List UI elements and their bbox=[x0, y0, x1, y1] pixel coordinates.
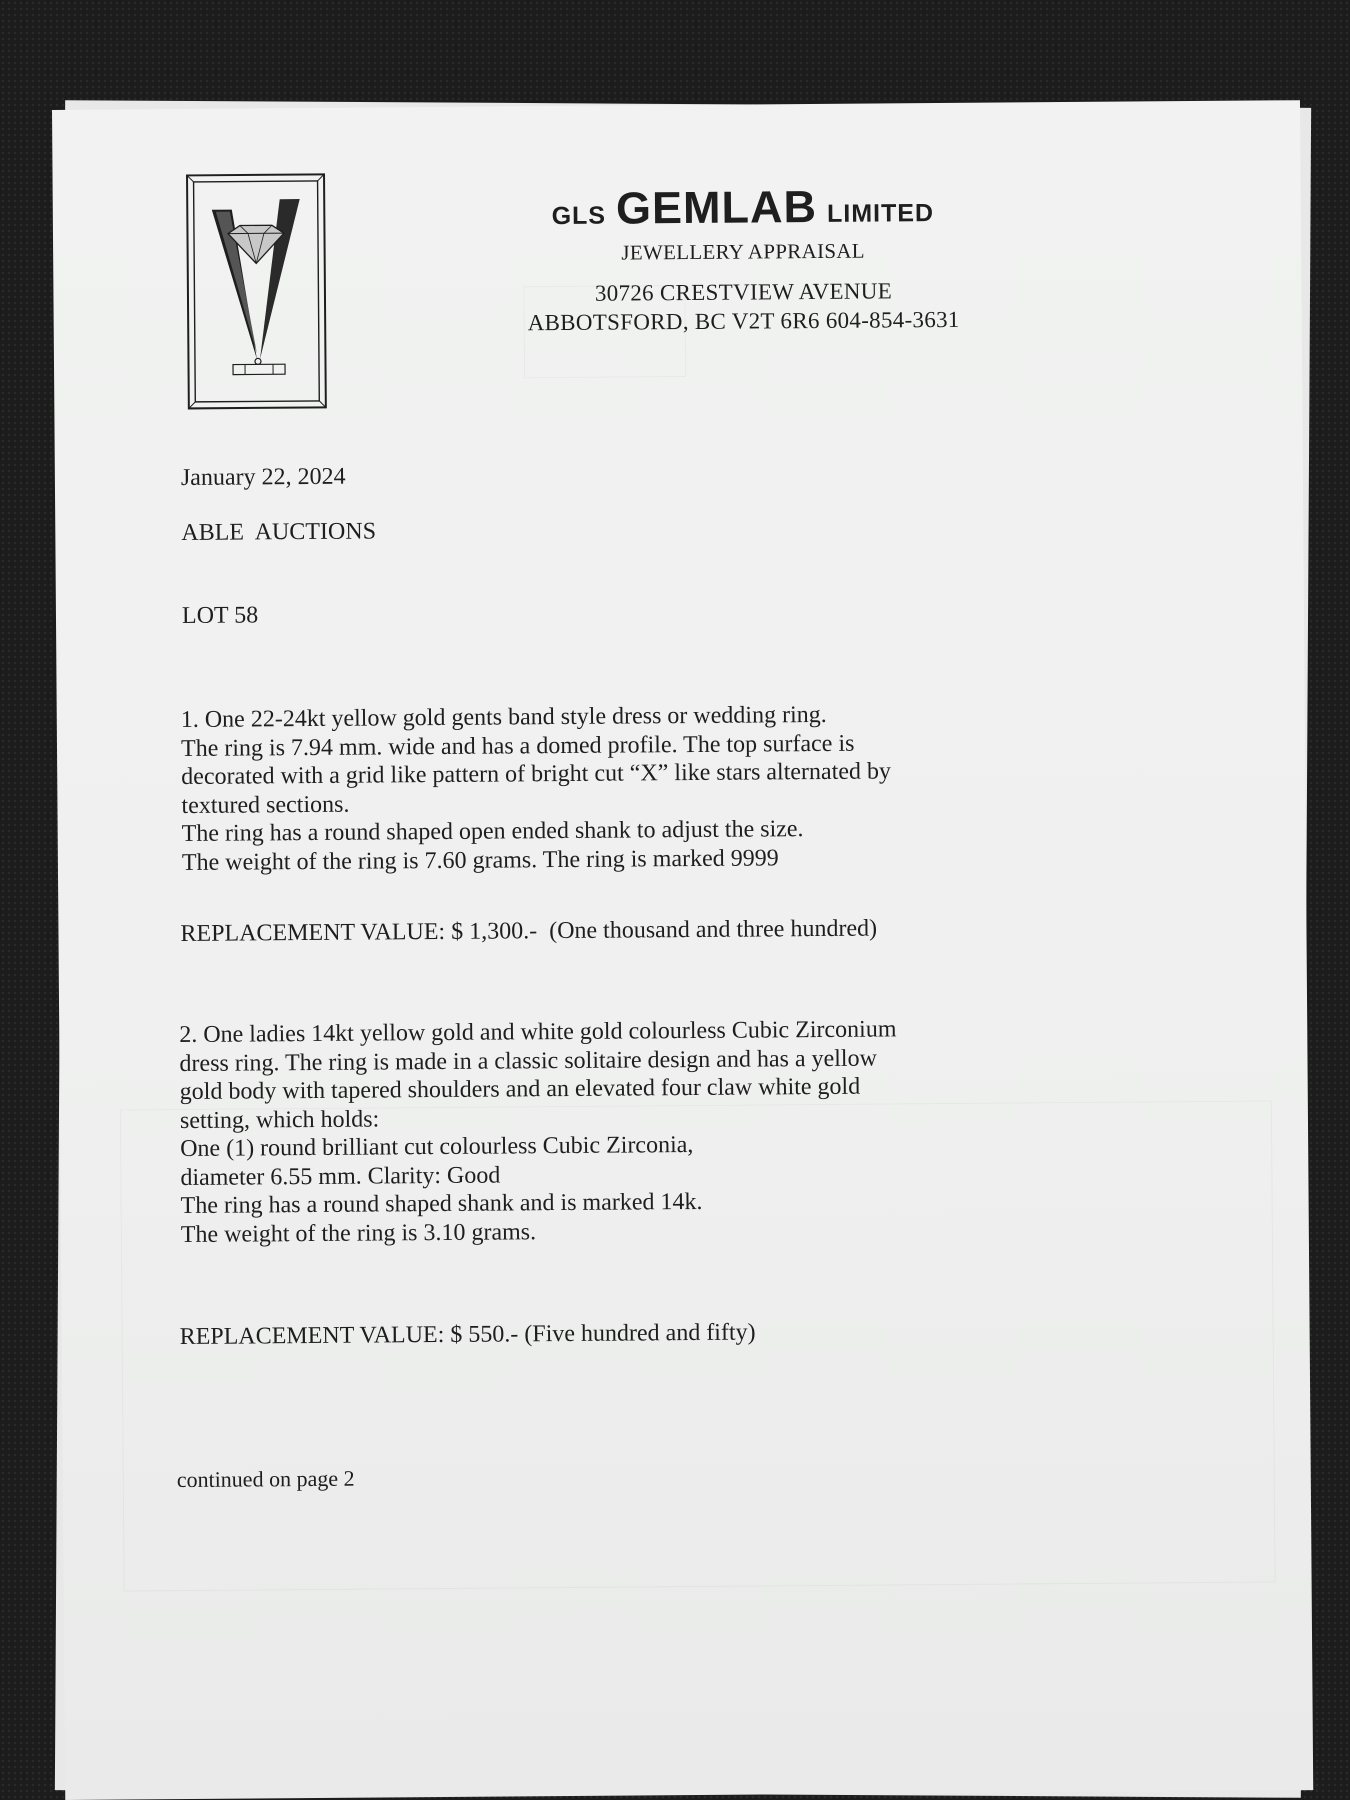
letterhead bbox=[493, 180, 994, 338]
item-line: The ring has a round shaped open ended shank to adjust the size. bbox=[181, 816, 804, 848]
item-line: The weight of the ring is 7.60 grams. The ring is marked 9999 bbox=[181, 844, 779, 876]
item-line: gold body with tapered shoulders and an elevated four claw white gold bbox=[179, 1073, 861, 1106]
item-line: setting, which holds: bbox=[179, 1105, 380, 1134]
item-line: diameter 6.55 mm. Clarity: Good bbox=[180, 1162, 501, 1191]
item-line: textured sections. bbox=[181, 791, 350, 819]
item-line: One (1) round brilliant cut colourless Cubic Zirconia, bbox=[180, 1131, 694, 1163]
replacement-value: REPLACEMENT VALUE: $ 1,300.- (One thousand and three hundred) bbox=[180, 915, 878, 948]
item-description bbox=[179, 1015, 898, 1249]
firm-name bbox=[493, 180, 993, 234]
firm-main-name: GEMLAB bbox=[615, 180, 818, 234]
firm-prefix: GLS bbox=[551, 201, 607, 231]
item-line: The ring is 7.94 mm. wide and has a domed profile. The top surface is bbox=[180, 730, 855, 762]
replacement-value: REPLACEMENT VALUE: $ 550.- (Five hundred and fifty) bbox=[179, 1319, 756, 1351]
client-name: ABLE AUCTIONS bbox=[181, 518, 377, 546]
gemlab-logo bbox=[186, 173, 328, 410]
item-line: 1. One 22-24kt yellow gold gents band style dress or wedding ring. bbox=[180, 701, 827, 734]
firm-subtitle: JEWELLERY APPRAISAL bbox=[621, 238, 865, 265]
item-line: The ring has a round shaped shank and is marked 14k. bbox=[180, 1188, 703, 1220]
firm-address bbox=[493, 277, 993, 338]
item-description bbox=[181, 700, 892, 877]
continuation-note: continued on page 2 bbox=[176, 1465, 355, 1493]
appraisal-page bbox=[52, 100, 1313, 1800]
lot-number: LOT 58 bbox=[181, 602, 259, 629]
address-city-phone: ABBOTSFORD, BC V2T 6R6 604-854-3631 bbox=[527, 306, 960, 335]
letter-date: January 22, 2024 bbox=[180, 463, 346, 491]
item-line: The weight of the ring is 3.10 grams. bbox=[180, 1218, 537, 1248]
firm-suffix: LIMITED bbox=[826, 199, 935, 228]
address-street: 30726 CRESTVIEW AVENUE bbox=[594, 278, 893, 306]
item-line: decorated with a grid like pattern of bright cut “X” like stars alternated by bbox=[181, 758, 892, 791]
item-line: dress ring. The ring is made in a classic solitaire design and has a yellow bbox=[179, 1045, 877, 1077]
item-line: 2. One ladies 14kt yellow gold and white gold colourless Cubic Zirconium bbox=[179, 1016, 897, 1049]
